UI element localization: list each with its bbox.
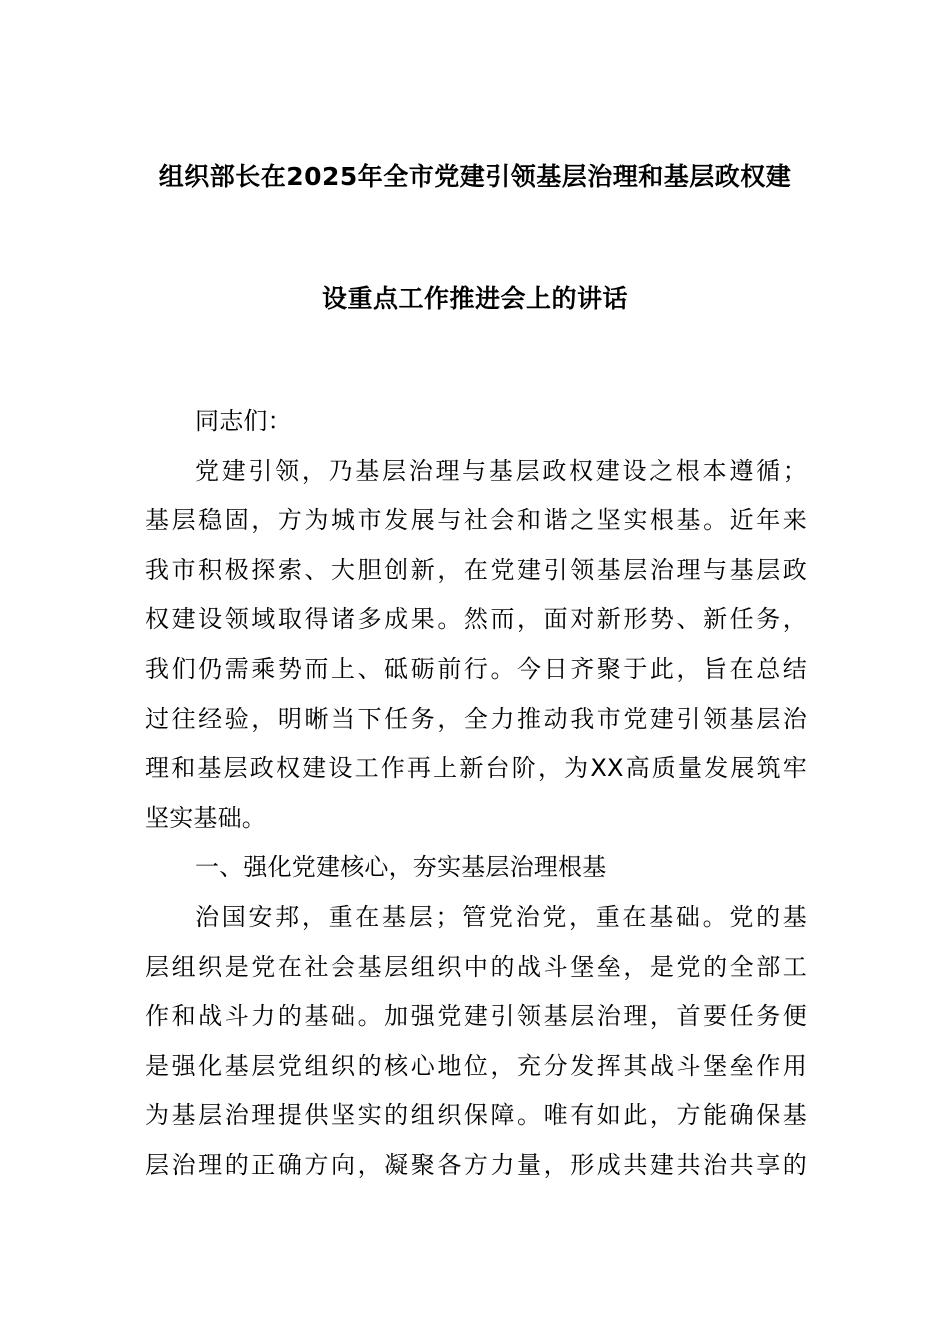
document-title-line-2: 设重点工作推进会上的讲话: [321, 284, 628, 313]
body-line: 过往经验，明晰当下任务，全力推动我市党建引领基层治: [145, 704, 807, 733]
body-line: 是强化基层党组织的核心地位，充分发挥其战斗堡垒作用: [145, 1051, 807, 1080]
body-line: 坚实基础。: [145, 803, 266, 832]
section-heading: 一、强化党建核心，夯实基层治理根基: [195, 853, 607, 882]
body-line: 为基层治理提供坚实的组织保障。唯有如此，方能确保基: [145, 1101, 807, 1130]
body-line: 层组织是党在社会基层组织中的战斗堡垒，是党的全部工: [145, 952, 807, 981]
document-title-line-1: 组织部长在2025年全市党建引领基层治理和基层政权建: [158, 162, 792, 191]
body-line: 党建引领，乃基层治理与基层政权建设之根本遵循；: [195, 456, 807, 485]
body-line: 我市积极探索、大胆创新，在党建引领基层治理与基层政: [145, 555, 807, 584]
document-body: [145, 397, 807, 1191]
salutation: 同志们：: [195, 407, 292, 435]
body-line: 权建设领域取得诸多成果。然而，面对新形势、新任务，: [145, 605, 807, 634]
body-line: 层治理的正确方向，凝聚各方力量，形成共建共治共享的: [145, 1150, 807, 1179]
body-line: 我们仍需乘势而上、砥砺前行。今日齐聚于此，旨在总结: [145, 654, 807, 683]
body-line: 基层稳固，方为城市发展与社会和谐之坚实根基。近年来: [145, 506, 807, 535]
body-line: 作和战斗力的基础。加强党建引领基层治理，首要任务便: [145, 1002, 807, 1031]
body-line: 理和基层政权建设工作再上新台阶，为XX高质量发展筑牢: [145, 754, 807, 783]
body-line: 治国安邦，重在基层；管党治党，重在基础。党的基: [195, 902, 807, 931]
